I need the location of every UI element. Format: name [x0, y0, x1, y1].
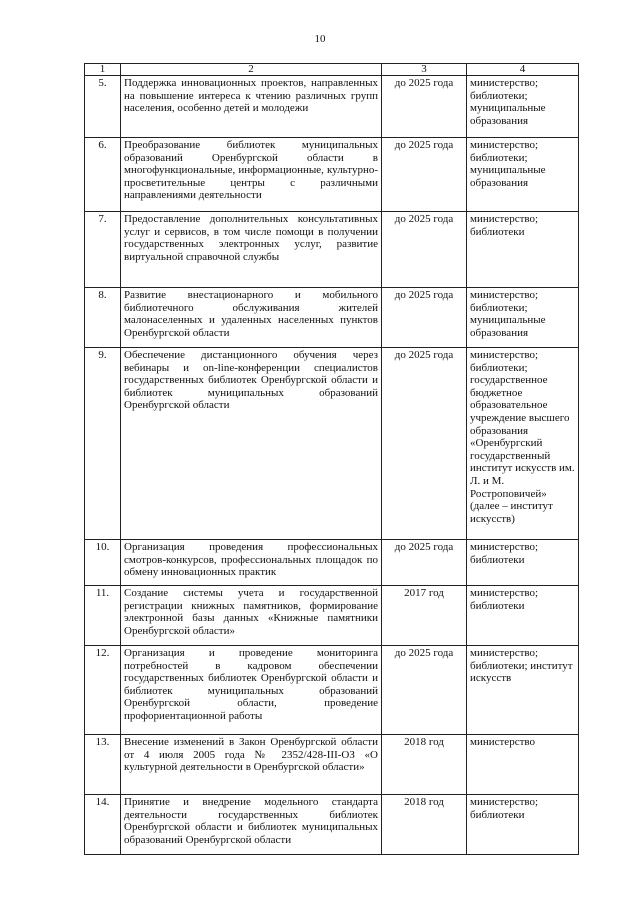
table-row — [85, 795, 579, 855]
deadline: до 2025 года — [382, 540, 467, 586]
responsible: министерство; библиотеки — [467, 212, 579, 288]
measure-description: Организация проведения профессиональных смотров-конкурсов, профессиональных площадок по обмену инновационных практик — [121, 540, 382, 586]
table-row — [85, 646, 579, 735]
measure-description: Развитие внестационарного и мобильного библиотечного обслуживания жителей малонаселенных и удаленных населенных пунктов Оренбургской области — [121, 288, 382, 348]
table-row — [85, 212, 579, 288]
table-row — [85, 288, 579, 348]
measure-description: Поддержка инновационных проектов, направленных на повышение интереса к чтению различных групп населения, особенно детей и молодежи — [121, 76, 382, 138]
deadline: до 2025 года — [382, 288, 467, 348]
measure-description: Принятие и внедрение модельного стандарта деятельности государственных библиотек Оренбургской области и библиотек муниципальных образований Оренбургской области — [121, 795, 382, 855]
row-number: 7. — [85, 212, 121, 288]
page-number: 10 — [314, 33, 326, 45]
row-number: 8. — [85, 288, 121, 348]
responsible: министерство; библиотеки; государственное бюджетное образовательное учреждение высшего образования «Оренбургский государственный институт искусств им. Л. и М. Ростроповичей» (далее – институт искусств) — [467, 348, 579, 540]
deadline: до 2025 года — [382, 212, 467, 288]
measure-description: Предоставление дополнительных консультативных услуг и сервисов, в том числе помощи в получении государственных электронных услуг, развитие виртуальной справочной службы — [121, 212, 382, 288]
table-row — [85, 138, 579, 212]
column-header: 4 — [467, 64, 579, 76]
row-number: 14. — [85, 795, 121, 855]
responsible: министерство; библиотеки; институт искусств — [467, 646, 579, 735]
table-row — [85, 348, 579, 540]
measure-description: Создание системы учета и государственной регистрации книжных памятников, формирование электронной базы данных «Книжные памятники Оренбургской области» — [121, 586, 382, 646]
measure-description: Организация и проведение мониторинга потребностей в кадровом обеспечении государственных библиотек Оренбургской области и библиотек муниципальных образований Оренбургской области, проведение профориентационной работы — [121, 646, 382, 735]
deadline: до 2025 года — [382, 138, 467, 212]
table-row — [85, 76, 579, 138]
deadline: 2017 год — [382, 586, 467, 646]
responsible: министерство; библиотеки; муниципальные образования — [467, 76, 579, 138]
row-number: 5. — [85, 76, 121, 138]
deadline: до 2025 года — [382, 76, 467, 138]
table-row — [85, 586, 579, 646]
measure-description: Обеспечение дистанционного обучения через вебинары и on-line-конференции специалистов государственных библиотек Оренбургской области и библиотек муниципальных образований Оренбургской области — [121, 348, 382, 540]
row-number: 9. — [85, 348, 121, 540]
table-header-row — [85, 64, 579, 76]
table-row — [85, 735, 579, 795]
deadline: 2018 год — [382, 795, 467, 855]
row-number: 11. — [85, 586, 121, 646]
responsible: министерство — [467, 735, 579, 795]
responsible: министерство; библиотеки — [467, 586, 579, 646]
measures-table — [84, 63, 579, 855]
deadline: до 2025 года — [382, 646, 467, 735]
column-header: 2 — [121, 64, 382, 76]
responsible: министерство; библиотеки; муниципальные образования — [467, 138, 579, 212]
deadline: до 2025 года — [382, 348, 467, 540]
table-row — [85, 540, 579, 586]
deadline: 2018 год — [382, 735, 467, 795]
column-header: 3 — [382, 64, 467, 76]
responsible: министерство; библиотеки — [467, 540, 579, 586]
column-header: 1 — [85, 64, 121, 76]
row-number: 13. — [85, 735, 121, 795]
measure-description: Внесение изменений в Закон Оренбургской области от 4 июля 2005 года № 2352/428-III-ОЗ «О культурной деятельности в Оренбургской области» — [121, 735, 382, 795]
responsible: министерство; библиотеки; муниципальные образования — [467, 288, 579, 348]
row-number: 10. — [85, 540, 121, 586]
row-number: 12. — [85, 646, 121, 735]
responsible: министерство; библиотеки — [467, 795, 579, 855]
row-number: 6. — [85, 138, 121, 212]
measure-description: Преобразование библиотек муниципальных образований Оренбургской области в многофункциональные, информационные, культурно-просветительные центры с различными направлениями деятельности — [121, 138, 382, 212]
